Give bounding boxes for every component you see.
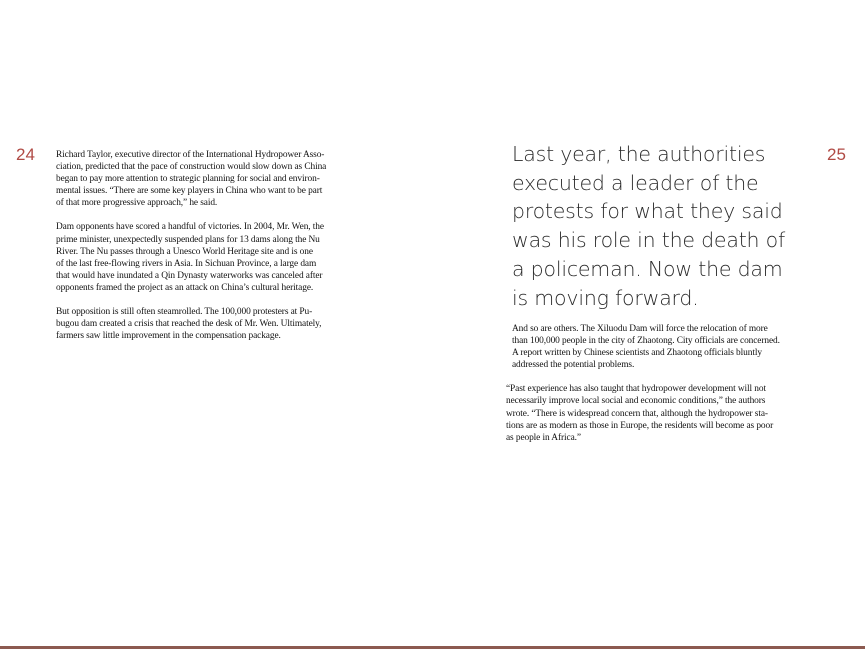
- pull-quote: Last year, the authorities executed a leader of the protests for what they said was his role in the death of a policeman. Now the dam is moving forward.: [512, 142, 786, 310]
- left-text-column: [56, 149, 356, 354]
- quoted-paragraph: “Past experience has also taught that hydropower development will not necessarily improve local social and economic conditions,” the authors wrote. “There is widespread concern that, although the hydropower sta- tions are as modern as those in Europe, the residents will become as poor as people in Africa.”: [506, 384, 774, 443]
- right-text-column: [506, 323, 822, 456]
- page-number-left: 24: [16, 145, 35, 164]
- body-paragraph: But opposition is still often steamrolled. The 100,000 protesters at Pu- bugou dam created a crisis that reached the desk of Mr. Wen. Ultimately, farmers saw little improvement in the compensation package.: [56, 307, 322, 342]
- page-number-right: 25: [827, 145, 846, 164]
- body-paragraph: And so are others. The Xiluodu Dam will force the relocation of more than 100,000 people in the city of Zhaotong. City officials are concerned. A report written by Chinese scientists and Zhaotong officials bluntly addressed the potential problems.: [512, 324, 780, 371]
- body-paragraph: Dam opponents have scored a handful of victories. In 2004, Mr. Wen, the prime minister, unexpectedly suspended plans for 13 dams along the Nu River. The Nu passes through a Unesco World Heritage site and is one of the last free-flowing rivers in Asia. In Sichuan Province, a large dam that would have inundated a Qin Dynasty waterworks was canceled after opponents framed the project as an attack on China’s cultural heritage.: [56, 222, 324, 293]
- body-paragraph: Richard Taylor, executive director of the International Hydropower Asso- ciation, predicted that the pace of construction would slow down as China began to pay more attention to strategic planning for social and environ- mental issues. “There are some key players in China who want to be part of that more progressive approach,” he said.: [56, 150, 327, 209]
